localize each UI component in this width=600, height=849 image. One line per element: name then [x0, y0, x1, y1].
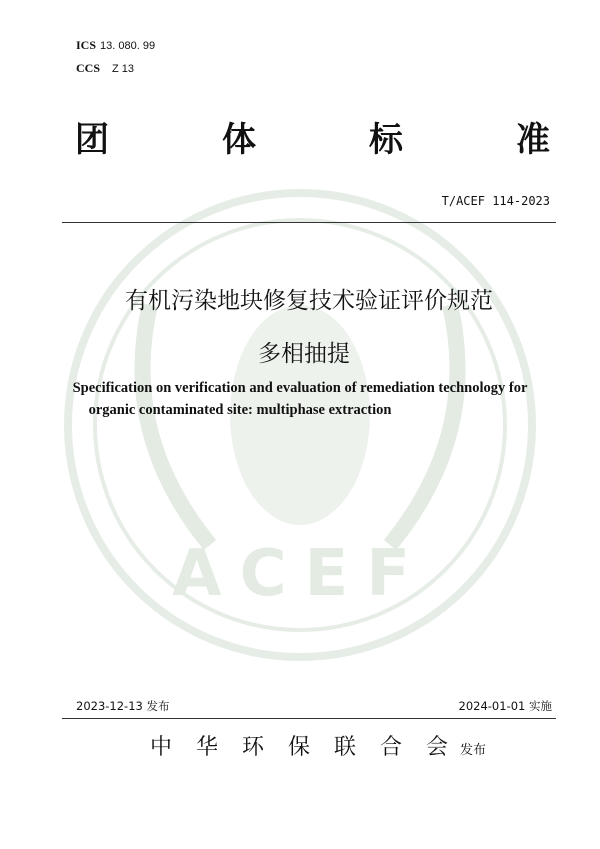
ics-code — [76, 38, 155, 53]
publisher — [150, 730, 486, 761]
publisher-char: 环 — [242, 735, 265, 760]
title-zh: 有机污染地块修复技术验证评价规范 — [125, 288, 493, 314]
publisher-char: 合 — [380, 735, 403, 760]
ccs-value: Z 13 — [112, 63, 135, 75]
publisher-suffix: 发布 — [460, 743, 487, 758]
ics-label: ICS — [76, 38, 97, 52]
ccs-label: CCS — [76, 61, 101, 75]
heading-char: 体 — [222, 120, 256, 160]
publisher-char: 会 — [426, 735, 449, 760]
divider — [62, 222, 556, 223]
heading-char: 准 — [516, 120, 550, 160]
effective-date: 2024-01-01 实施 — [458, 699, 552, 713]
publisher-char: 联 — [334, 735, 357, 760]
ccs-code — [76, 61, 134, 76]
standard-number: T/ACEF 114-2023 — [441, 194, 550, 208]
svg-text:ACEF: ACEF — [172, 537, 428, 611]
publisher-char: 中 — [150, 735, 173, 760]
divider — [62, 718, 556, 719]
publisher-char: 华 — [196, 735, 219, 760]
subtitle-zh: 多相抽提 — [258, 341, 350, 367]
publisher-char: 保 — [288, 735, 311, 760]
document-type-heading — [75, 112, 550, 161]
issue-date: 2023-12-13 发布 — [76, 699, 170, 713]
acef-watermark-logo — [60, 185, 540, 665]
ics-value: 13. 080. 99 — [100, 40, 156, 52]
heading-char: 标 — [369, 120, 403, 160]
title-en-line2: organic contaminated site: multiphase extraction — [88, 402, 392, 418]
heading-char: 团 — [75, 120, 109, 160]
title-en-line1: Specification on verification and evaluation of remediation technology for — [72, 380, 528, 396]
